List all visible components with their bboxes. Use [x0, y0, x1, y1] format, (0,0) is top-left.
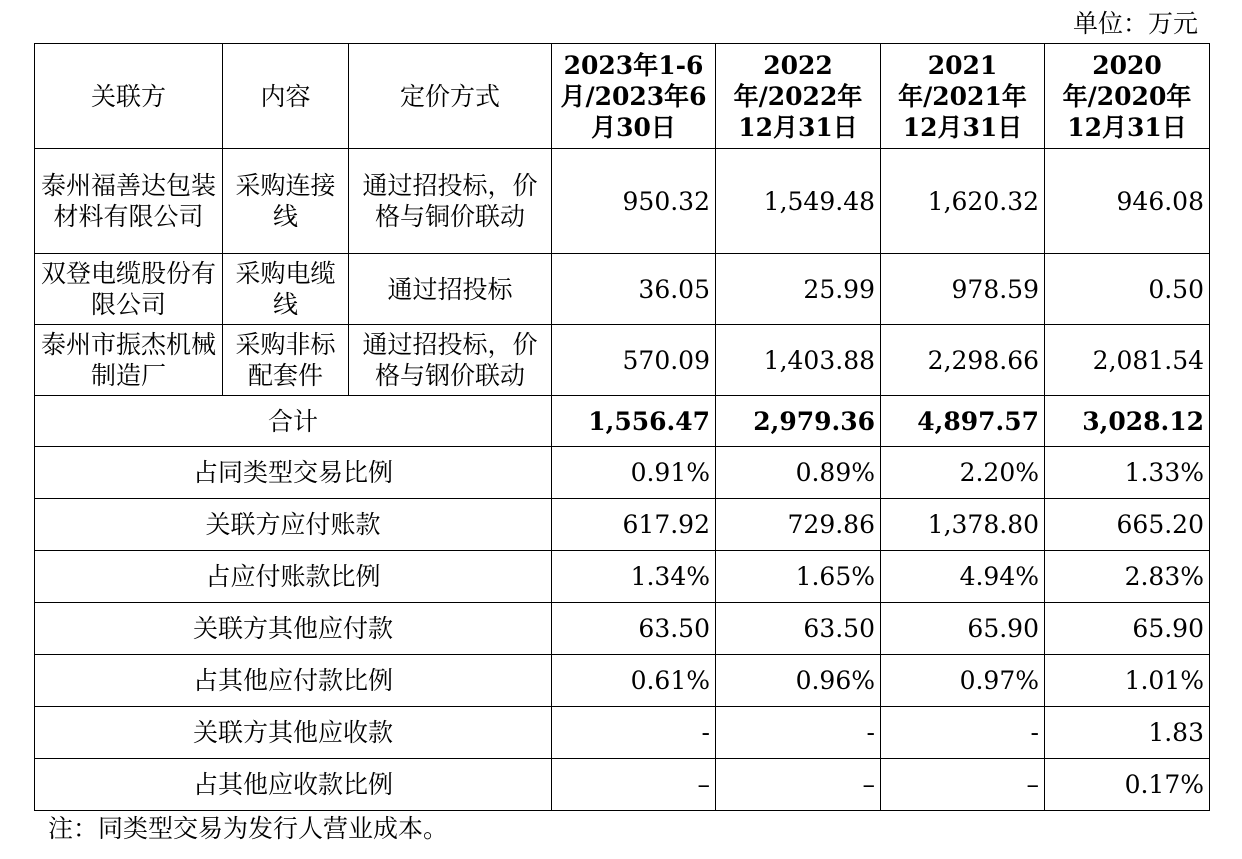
- summary-2021: 1,378.80: [881, 499, 1045, 551]
- total-2023: 1,556.47: [552, 396, 716, 447]
- pricing-cell: 通过招投标: [349, 254, 552, 325]
- table-row: [35, 254, 1210, 325]
- summary-2023: -: [552, 707, 716, 759]
- summary-2022: 729.86: [716, 499, 881, 551]
- total-label: 合计: [35, 396, 552, 447]
- summary-2022: 1.65%: [716, 551, 881, 603]
- summary-2022: 63.50: [716, 603, 881, 655]
- summary-2021: -: [881, 707, 1045, 759]
- summary-label: 占其他应付款比例: [35, 655, 552, 707]
- summary-label: 占应付账款比例: [35, 551, 552, 603]
- header-2021: 2021年/2021年12月31日: [881, 44, 1045, 149]
- total-2020: 3,028.12: [1045, 396, 1210, 447]
- footnote: 注：同类型交易为发行人营业成本。: [48, 814, 449, 843]
- summary-2020: 0.17%: [1045, 759, 1210, 811]
- summary-label: 关联方其他应收款: [35, 707, 552, 759]
- summary-2021: –: [881, 759, 1045, 811]
- summary-2023: 63.50: [552, 603, 716, 655]
- header-pricing: 定价方式: [349, 44, 552, 149]
- summary-2020: 1.01%: [1045, 655, 1210, 707]
- header-2023: 2023年1-6月/2023年6月30日: [552, 44, 716, 149]
- party-cell: 双登电缆股份有限公司: [35, 254, 223, 325]
- summary-row: [35, 499, 1210, 551]
- summary-2022: -: [716, 707, 881, 759]
- header-row: [35, 44, 1210, 149]
- summary-2023: 1.34%: [552, 551, 716, 603]
- summary-2021: 4.94%: [881, 551, 1045, 603]
- summary-row: [35, 655, 1210, 707]
- summary-2020: 1.33%: [1045, 447, 1210, 499]
- summary-2023: 0.61%: [552, 655, 716, 707]
- summary-2021: 65.90: [881, 603, 1045, 655]
- total-row: [35, 396, 1210, 447]
- summary-2022: –: [716, 759, 881, 811]
- summary-row: [35, 447, 1210, 499]
- party-cell: 泰州福善达包装材料有限公司: [35, 149, 223, 254]
- related-party-table: [34, 43, 1210, 811]
- header-2022: 2022年/2022年12月31日: [716, 44, 881, 149]
- value-2022: 25.99: [716, 254, 881, 325]
- value-2023: 950.32: [552, 149, 716, 254]
- value-2023: 36.05: [552, 254, 716, 325]
- summary-2022: 0.96%: [716, 655, 881, 707]
- summary-label: 关联方应付账款: [35, 499, 552, 551]
- value-2020: 2,081.54: [1045, 325, 1210, 396]
- summary-2020: 1.83: [1045, 707, 1210, 759]
- summary-2023: –: [552, 759, 716, 811]
- table-row: [35, 325, 1210, 396]
- total-2022: 2,979.36: [716, 396, 881, 447]
- value-2020: 946.08: [1045, 149, 1210, 254]
- summary-label: 关联方其他应付款: [35, 603, 552, 655]
- summary-2023: 617.92: [552, 499, 716, 551]
- header-party: 关联方: [35, 44, 223, 149]
- summary-row: [35, 707, 1210, 759]
- summary-row: [35, 603, 1210, 655]
- pricing-cell: 通过招投标，价格与钢价联动: [349, 325, 552, 396]
- content-cell: 采购非标配套件: [223, 325, 349, 396]
- summary-2021: 0.97%: [881, 655, 1045, 707]
- header-2020: 2020年/2020年12月31日: [1045, 44, 1210, 149]
- summary-2022: 0.89%: [716, 447, 881, 499]
- summary-label: 占同类型交易比例: [35, 447, 552, 499]
- header-content: 内容: [223, 44, 349, 149]
- pricing-cell: 通过招投标，价格与铜价联动: [349, 149, 552, 254]
- summary-2023: 0.91%: [552, 447, 716, 499]
- value-2022: 1,403.88: [716, 325, 881, 396]
- value-2023: 570.09: [552, 325, 716, 396]
- summary-2020: 2.83%: [1045, 551, 1210, 603]
- summary-row: [35, 551, 1210, 603]
- unit-label: 单位：万元: [1072, 9, 1198, 38]
- summary-2021: 2.20%: [881, 447, 1045, 499]
- table-row: [35, 149, 1210, 254]
- content-cell: 采购电缆线: [223, 254, 349, 325]
- summary-row: [35, 759, 1210, 811]
- value-2021: 978.59: [881, 254, 1045, 325]
- content-cell: 采购连接线: [223, 149, 349, 254]
- summary-label: 占其他应收款比例: [35, 759, 552, 811]
- summary-2020: 65.90: [1045, 603, 1210, 655]
- party-cell: 泰州市振杰机械制造厂: [35, 325, 223, 396]
- value-2020: 0.50: [1045, 254, 1210, 325]
- value-2021: 2,298.66: [881, 325, 1045, 396]
- value-2022: 1,549.48: [716, 149, 881, 254]
- total-2021: 4,897.57: [881, 396, 1045, 447]
- summary-2020: 665.20: [1045, 499, 1210, 551]
- value-2021: 1,620.32: [881, 149, 1045, 254]
